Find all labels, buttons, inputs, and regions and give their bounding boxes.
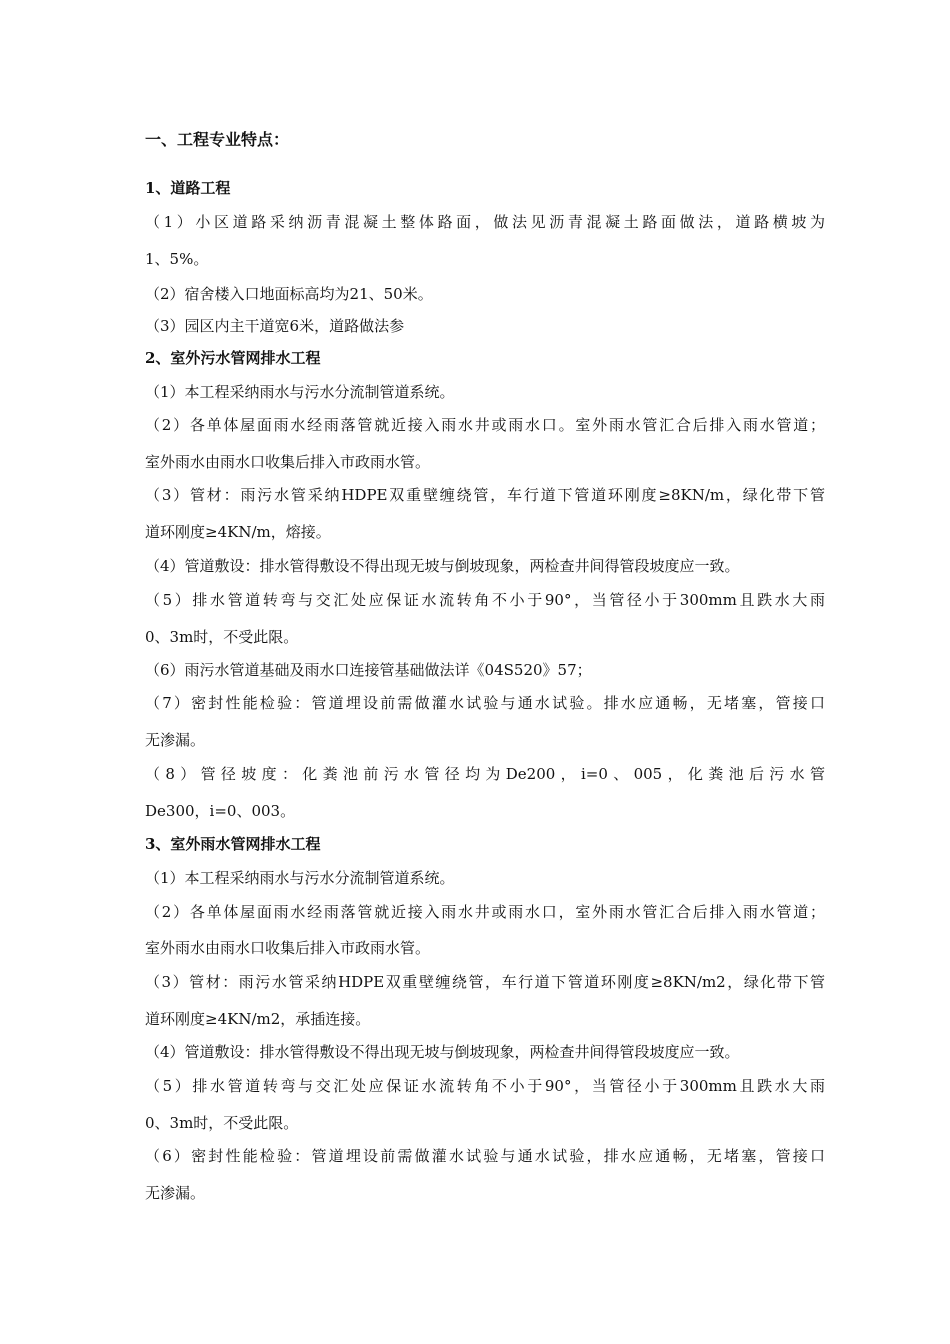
paragraph-line: （3）园区内主干道宽6米，道路做法参 bbox=[145, 317, 405, 335]
paragraph-line: （2）各单体屋面雨水经雨落管就近接入雨水井或雨水口。室外雨水管汇合后排入雨水管道； bbox=[145, 416, 825, 434]
paragraph-line: （1）小区道路采纳沥青混凝土整体路面，做法见沥青混凝土路面做法，道路横坡为 bbox=[145, 213, 825, 231]
paragraph-line: 道环刚度≥4KN/m，熔接。 bbox=[145, 523, 331, 541]
paragraph-line: 室外雨水由雨水口收集后排入市政雨水管。 bbox=[145, 939, 431, 957]
page-heading: 一、工程专业特点： bbox=[145, 130, 290, 149]
paragraph-line: （6）密封性能检验：管道埋设前需做灌水试验与通水试验，排水应通畅，无堵塞，管接口 bbox=[145, 1147, 825, 1165]
paragraph-line: （5）排水管道转弯与交汇处应保证水流转角不小于90°，当管径小于300mm且跌水大雨 bbox=[145, 591, 825, 609]
paragraph-line: 0、3m时，不受此限。 bbox=[145, 1114, 299, 1132]
paragraph-line: （1）本工程采纳雨水与污水分流制管道系统。 bbox=[145, 869, 455, 887]
paragraph-line: （2）宿舍楼入口地面标高均为21、50米。 bbox=[145, 285, 433, 303]
paragraph-line: 无渗漏。 bbox=[145, 731, 206, 749]
paragraph-line: （1）本工程采纳雨水与污水分流制管道系统。 bbox=[145, 383, 455, 401]
paragraph-line: （3）管材：雨污水管采纳HDPE双重壁缠绕管，车行道下管道环刚度≥8KN/m2，绿化带下管 bbox=[145, 973, 825, 991]
paragraph-line: （2）各单体屋面雨水经雨落管就近接入雨水井或雨水口，室外雨水管汇合后排入雨水管道； bbox=[145, 903, 825, 921]
section-title: 1、道路工程 bbox=[145, 179, 231, 197]
paragraph-line: （4）管道敷设：排水管得敷设不得出现无坡与倒坡现象，两检查井间得管段坡度应一致。 bbox=[145, 1043, 740, 1061]
paragraph-line: （8）管径坡度：化粪池前污水管径均为De200，i=0、005，化粪池后污水管 bbox=[145, 765, 825, 783]
section-title: 2、室外污水管网排水工程 bbox=[145, 349, 321, 367]
paragraph-line: 无渗漏。 bbox=[145, 1184, 206, 1202]
paragraph-line: 道环刚度≥4KN/m2，承插连接。 bbox=[145, 1010, 371, 1028]
paragraph-line: （5）排水管道转弯与交汇处应保证水流转角不小于90°，当管径小于300mm且跌水大雨 bbox=[145, 1077, 825, 1095]
paragraph-line: De300，i=0、003。 bbox=[145, 802, 296, 820]
paragraph-line: 1、5%。 bbox=[145, 250, 209, 268]
section-title: 3、室外雨水管网排水工程 bbox=[145, 835, 321, 853]
paragraph-line: （6）雨污水管道基础及雨水口连接管基础做法详《04S520》57； bbox=[145, 661, 592, 679]
paragraph-line: 0、3m时，不受此限。 bbox=[145, 628, 299, 646]
paragraph-line: 室外雨水由雨水口收集后排入市政雨水管。 bbox=[145, 453, 431, 471]
paragraph-line: （4）管道敷设：排水管得敷设不得出现无坡与倒坡现象，两检查井间得管段坡度应一致。 bbox=[145, 557, 740, 575]
paragraph-line: （7）密封性能检验：管道埋设前需做灌水试验与通水试验。排水应通畅，无堵塞，管接口 bbox=[145, 694, 825, 712]
paragraph-line: （3）管材：雨污水管采纳HDPE双重壁缠绕管，车行道下管道环刚度≥8KN/m，绿化带下管 bbox=[145, 486, 825, 504]
